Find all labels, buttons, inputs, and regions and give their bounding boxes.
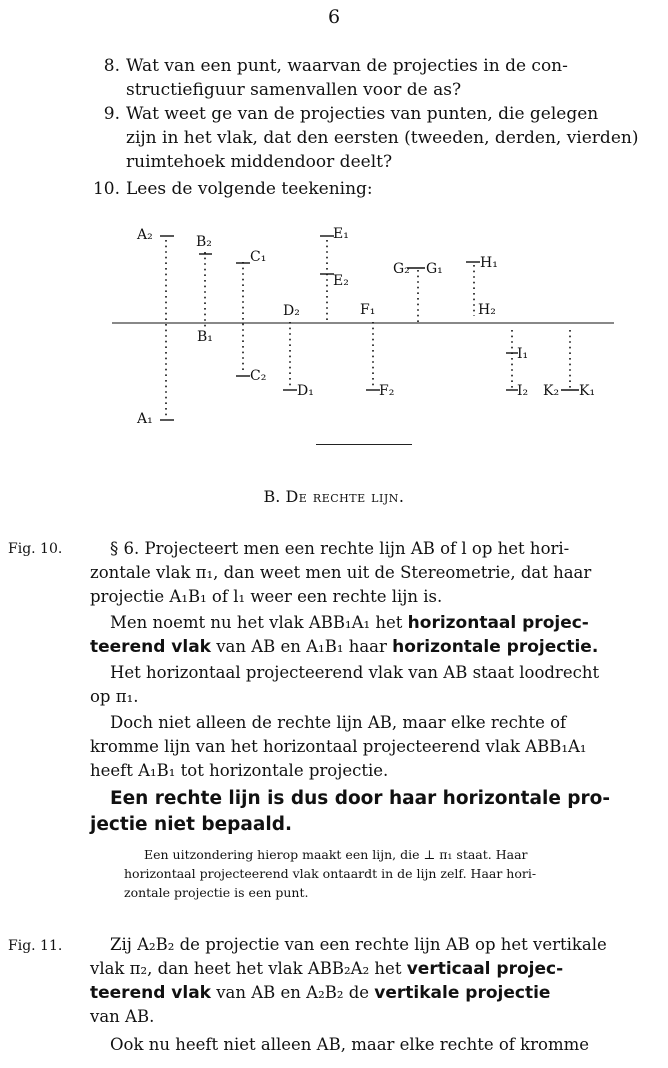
label-h2: H₂: [478, 302, 496, 318]
section-title: De rechte lijn.: [285, 487, 405, 506]
label-e2: E₂: [333, 273, 349, 289]
text-line: zontale projectie is een punt.: [124, 885, 309, 900]
text-line: Zij A₂B₂ de projectie van een rechte lijn AB op het vertikale: [110, 935, 607, 954]
text-line: § 6. Projecteert men een rechte lijn AB of l op het hori-: [110, 539, 570, 558]
paragraph-6: [90, 537, 642, 609]
text-run: van AB en A₁B₁ haar: [210, 637, 393, 656]
question-number: 9.: [103, 104, 120, 124]
label-c1: C₁: [250, 249, 267, 265]
paragraph-loodrecht: [90, 661, 642, 709]
text-run: van AB en A₂B₂ de: [210, 983, 375, 1002]
text-line: van AB.: [90, 1007, 155, 1026]
text-run: Men noemt nu het vlak ABB₁A₁ het: [110, 613, 408, 632]
label-b2: B₂: [196, 234, 212, 250]
label-d2: D₂: [283, 303, 300, 319]
text-line: kromme lijn van het horizontaal projecteerend vlak ABB₁A₁: [90, 737, 587, 756]
question-line: Lees de volgende teekening:: [126, 179, 373, 199]
text-run: vlak π₂, dan heet het vlak ABB₂A₂ het: [90, 959, 407, 978]
question-line: structiefiguur samenvallen voor de as?: [126, 80, 462, 100]
label-i1: I₁: [517, 346, 529, 362]
paragraph-emphasis: [90, 786, 642, 838]
text-line: horizontaal projecteerend vlak ontaardt in de lijn zelf. Haar hori-: [124, 866, 537, 881]
label-k1: K₁: [579, 383, 596, 399]
text-line: op π₁.: [90, 687, 139, 706]
footnote-remark: [124, 845, 642, 902]
bold-term: horizontale projectie.: [392, 637, 599, 657]
label-a2: A₂: [137, 227, 153, 243]
section-heading: [0, 487, 668, 506]
bold-term: teerend vlak: [90, 637, 211, 657]
text-line: Ook nu heeft niet alleen AB, maar elke rechte of kromme: [110, 1035, 590, 1054]
label-b1: B₁: [197, 329, 213, 345]
bold-term: horizontaal projec-: [407, 613, 589, 633]
projection-figure: [0, 215, 668, 430]
label-a1: A₁: [137, 411, 153, 427]
label-e1: E₁: [333, 226, 349, 242]
separator-rule: [316, 444, 412, 445]
fig-ref-10: Fig. 10.: [8, 541, 63, 557]
question-number: 8.: [103, 56, 120, 76]
question-line: Wat weet ge van de projecties van punten, die gelegen: [126, 104, 599, 124]
question-line: Wat van een punt, waarvan de projecties in de con-: [126, 56, 568, 76]
paragraph-definition: [90, 611, 642, 659]
question-number: 10.: [92, 179, 120, 199]
section-letter: B.: [263, 487, 281, 506]
label-h1: H₁: [480, 255, 498, 271]
text-line: zontale vlak π₁, dan weet men uit de Stereometrie, dat haar: [90, 563, 592, 582]
label-g2: G₂: [393, 261, 410, 277]
text-line: Doch niet alleen de rechte lijn AB, maar elke rechte of: [110, 713, 567, 732]
bold-term: vertikale projectie: [374, 983, 551, 1003]
text-line: Het horizontaal projecteerend vlak van AB staat loodrecht: [110, 663, 600, 682]
bold-term: teerend vlak: [90, 983, 211, 1003]
paragraph-fig11: [90, 933, 642, 1029]
label-i2: I₂: [517, 383, 529, 399]
page-number: 6: [327, 6, 341, 28]
label-f1: F₁: [360, 302, 376, 318]
question-9: [103, 102, 639, 174]
text-line: Een rechte lijn is dus door haar horizontale pro-: [110, 788, 611, 809]
text-line: heeft A₁B₁ tot horizontale projectie.: [90, 761, 389, 780]
question-10: [92, 177, 373, 201]
text-line: projectie A₁B₁ of l₁ weer een rechte lijn is.: [90, 587, 443, 606]
label-f2: F₂: [379, 383, 395, 399]
label-d1: D₁: [297, 383, 314, 399]
text-line: Een uitzondering hierop maakt een lijn, die ⊥ π₁ staat. Haar: [144, 847, 528, 862]
question-8: [103, 54, 568, 102]
paragraph-last: [90, 1033, 642, 1057]
label-g1: G₁: [426, 261, 443, 277]
label-c2: C₂: [250, 368, 267, 384]
paragraph-doch: [90, 711, 642, 783]
question-line: ruimtehoek middendoor deelt?: [126, 152, 393, 172]
question-line: zijn in het vlak, dat den eersten (tweeden, derden, vierden): [126, 128, 639, 148]
label-k2: K₂: [543, 383, 560, 399]
text-line: jectie niet bepaald.: [90, 814, 292, 835]
bold-term: verticaal projec-: [406, 959, 564, 979]
fig-ref-11: Fig. 11.: [8, 938, 63, 954]
